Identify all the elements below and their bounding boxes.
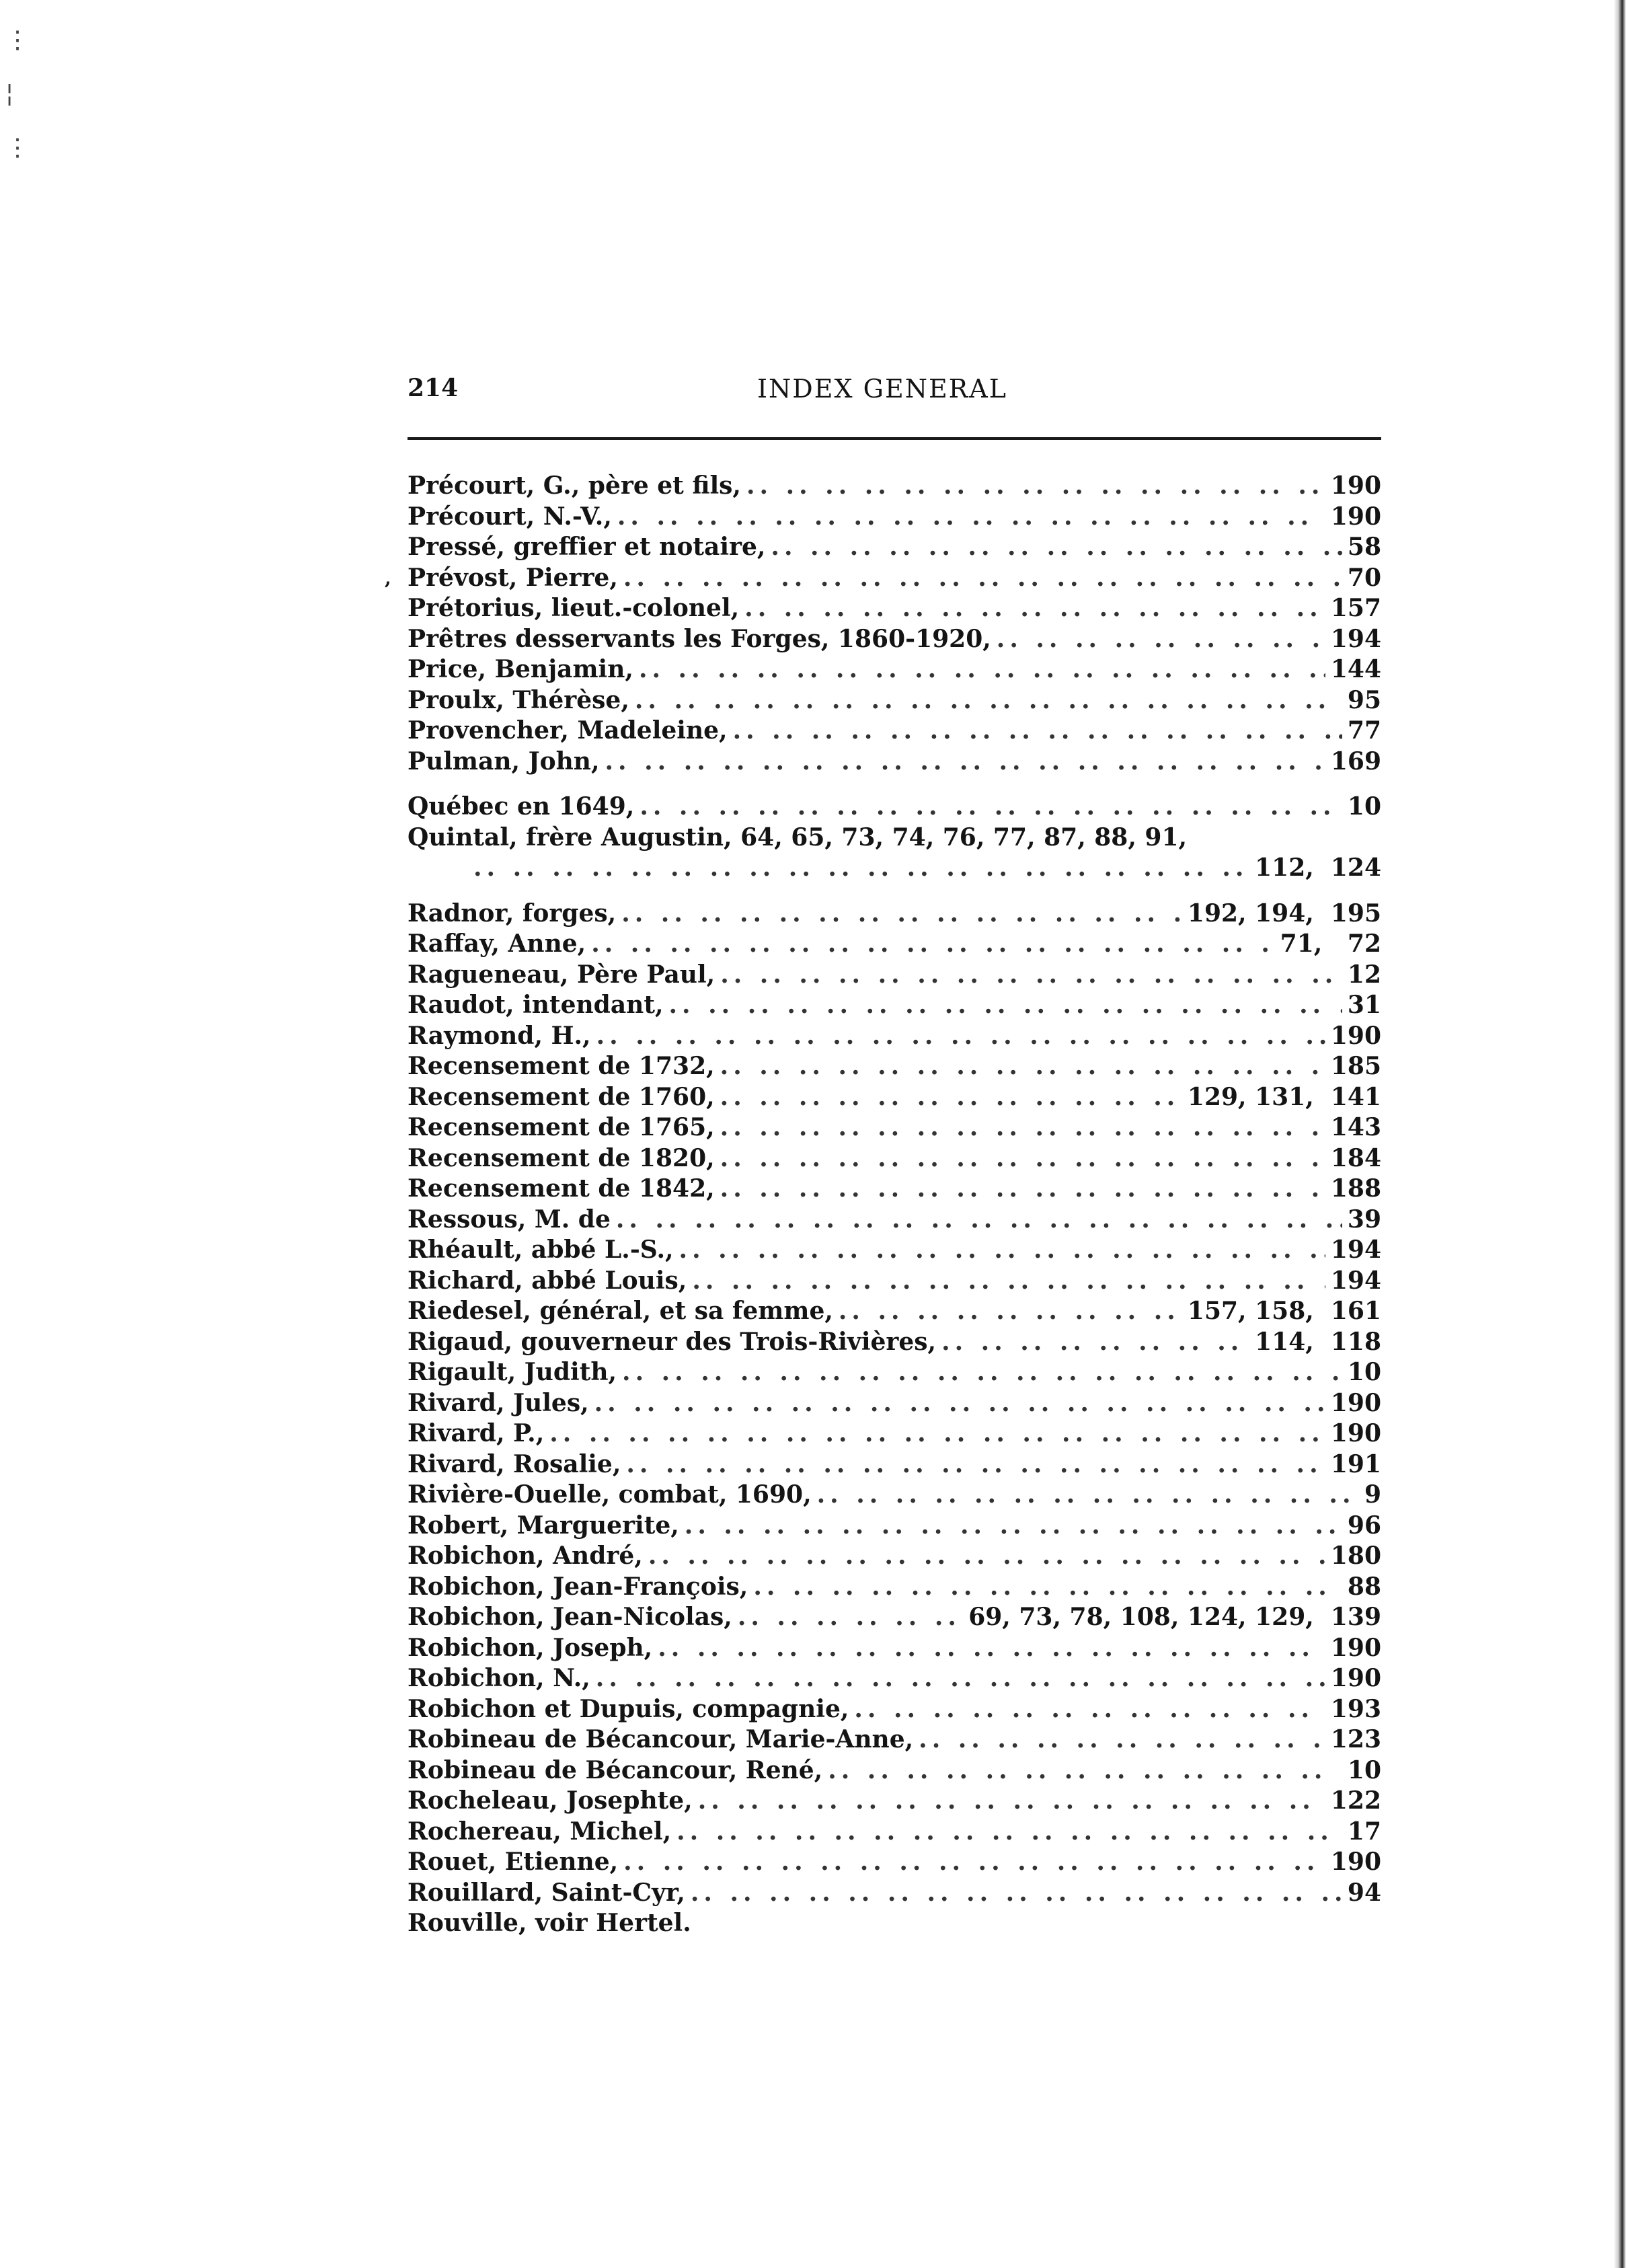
entry-label: Richard, abbé Louis, [408, 1266, 687, 1295]
entry-pages: 96 [1347, 1511, 1381, 1540]
entry-label: Proulx, Thérèse, [408, 685, 629, 714]
dot-leader [617, 502, 1325, 533]
index-entry [408, 1694, 1381, 1725]
dot-leader [733, 716, 1342, 747]
dot-leader [622, 1357, 1342, 1388]
entry-label: Rhéault, abbé L.-S., [408, 1236, 674, 1264]
dot-leader [692, 1266, 1325, 1297]
index-entry [408, 1480, 1381, 1511]
index-entry [408, 1235, 1381, 1266]
dot-leader [685, 1511, 1342, 1542]
entry-pages: 69, 73, 78, 108, 124, 129, 139 [968, 1603, 1381, 1631]
dot-leader [720, 1051, 1325, 1082]
dot-leader [854, 1694, 1325, 1725]
entry-pages: 193 [1330, 1694, 1381, 1723]
index-entry [408, 990, 1381, 1021]
entry-label: Robichon, N., [408, 1664, 590, 1692]
index-entry [408, 1388, 1381, 1419]
entry-label: Robichon, Joseph, [408, 1633, 653, 1662]
dot-leader [639, 654, 1325, 685]
index-entry [408, 1051, 1381, 1082]
index-entry [408, 1878, 1381, 1909]
entry-label: Raudot, intendant, [408, 991, 664, 1019]
entry-pages: 194 [1330, 624, 1381, 653]
dot-leader [623, 563, 1342, 594]
dot-leader [744, 593, 1325, 624]
entry-label: Rochereau, Michel, [408, 1817, 672, 1846]
entry-pages: 39 [1347, 1205, 1381, 1234]
entry-pages: 77 [1347, 716, 1381, 745]
entry-pages: 194 [1330, 1266, 1381, 1295]
dot-leader [616, 1205, 1342, 1236]
index-entry [408, 1541, 1381, 1572]
entry-pages: 180 [1330, 1542, 1381, 1570]
entry-label: Prétorius, lieut.-colonel, [408, 594, 740, 622]
entry-pages: 143 [1330, 1113, 1381, 1141]
dot-leader [720, 1112, 1325, 1143]
index-entry [408, 823, 1381, 854]
entry-label: Recensement de 1842, [408, 1174, 715, 1203]
dot-leader [698, 1786, 1325, 1817]
entry-label: Robichon, Jean-François, [408, 1572, 748, 1601]
entry-label: Pulman, John, [408, 747, 600, 776]
index-entry [408, 1174, 1381, 1205]
index-entry [408, 1082, 1381, 1113]
entry-pages: 10 [1347, 1358, 1381, 1386]
entry-pages: 157, 158, 161 [1187, 1297, 1381, 1325]
dot-leader [596, 1021, 1325, 1052]
index-entry [408, 1511, 1381, 1542]
dot-leader [919, 1725, 1325, 1755]
dot-leader [720, 960, 1342, 991]
index-entry [408, 1021, 1381, 1052]
index-entry [408, 1143, 1381, 1174]
entry-label: Rigault, Judith, [408, 1358, 617, 1386]
entry-label: Robineau de Bécancour, René, [408, 1755, 823, 1784]
index-entry [408, 929, 1381, 960]
dot-leader [817, 1480, 1359, 1511]
entry-pages: 157 [1330, 594, 1381, 622]
dot-leader [839, 1296, 1182, 1327]
index-entry [408, 1847, 1381, 1878]
scan-edge-shadow [1595, 0, 1626, 2268]
entry-label: Radnor, forges, [408, 899, 617, 928]
margin-marks: ⋮ ¦ ⋮ [5, 26, 30, 161]
dot-leader [746, 471, 1325, 502]
entry-label: Rouet, Etienne, [408, 1848, 619, 1876]
entry-pages: 114, 118 [1255, 1327, 1381, 1356]
dot-leader [635, 685, 1342, 716]
section-gap [408, 777, 1381, 792]
entry-pages: 190 [1330, 1848, 1381, 1876]
index-entry [408, 792, 1381, 823]
index-entry [408, 1817, 1381, 1848]
dot-leader [828, 1755, 1342, 1786]
entry-label: Précourt, N.-V., [408, 502, 612, 531]
dot-leader [676, 1817, 1342, 1848]
dot-leader [738, 1602, 963, 1633]
index-entry [408, 1663, 1381, 1694]
index-entry [408, 747, 1381, 778]
index-entry [408, 1725, 1381, 1755]
entry-pages: 94 [1347, 1878, 1381, 1907]
index-entry [408, 654, 1381, 685]
index-list [385, 471, 1381, 1939]
dot-leader [753, 1572, 1342, 1603]
entry-pages: 190 [1330, 471, 1381, 500]
entry-label: Robineau de Bécancour, Marie-Anne, [408, 1725, 914, 1753]
index-entry [408, 1449, 1381, 1480]
index-entry [408, 1786, 1381, 1817]
dot-leader [658, 1633, 1325, 1664]
entry-label: Rigaud, gouverneur des Trois-Rivières, [408, 1327, 937, 1356]
entry-label: Robichon, Jean-Nicolas, [408, 1603, 732, 1631]
entry-pages: 9 [1364, 1480, 1381, 1509]
entry-label: Rivière-Ouelle, combat, 1690, [408, 1480, 812, 1509]
entry-label: Raffay, Anne, [408, 930, 586, 958]
entry-label: Recensement de 1820, [408, 1143, 715, 1172]
entry-pages: 194 [1330, 1236, 1381, 1264]
entry-pages: 190 [1330, 1021, 1381, 1050]
entry-label: Rocheleau, Josephte, [408, 1786, 693, 1815]
entry-label: Provencher, Madeleine, [408, 716, 728, 745]
entry-pages: 191 [1330, 1449, 1381, 1478]
dot-leader [679, 1235, 1325, 1266]
dot-leader [941, 1327, 1249, 1358]
entry-label: Recensement de 1760, [408, 1082, 715, 1111]
entry-pages: 31 [1347, 991, 1381, 1019]
dot-leader [473, 853, 1249, 884]
entry-label: Prévost, Pierre, [408, 563, 618, 592]
index-entry [408, 1419, 1381, 1449]
index-entry-continuation [408, 853, 1381, 884]
index-entry [408, 1327, 1381, 1358]
index-entry [408, 1633, 1381, 1664]
index-entry [408, 1112, 1381, 1143]
entry-pages: 71, 72 [1280, 930, 1381, 958]
entry-pages: 122 [1330, 1786, 1381, 1815]
dot-leader [621, 899, 1182, 930]
entry-label: Riedesel, général, et sa femme, [408, 1297, 833, 1325]
entry-pages: 192, 194, 195 [1187, 899, 1381, 928]
index-entry [408, 716, 1381, 747]
entry-pages: 58 [1347, 533, 1381, 561]
entry-pages: 12 [1347, 960, 1381, 989]
index-entry [408, 471, 1381, 502]
dot-leader [669, 990, 1342, 1021]
index-entry [408, 1602, 1381, 1633]
entry-pages: 129, 131, 141 [1187, 1082, 1381, 1111]
entry-pages: 95 [1347, 685, 1381, 714]
dot-leader [691, 1878, 1342, 1909]
index-entry [408, 502, 1381, 533]
entry-pages: 185 [1330, 1052, 1381, 1080]
entry-label: Précourt, G., père et fils, [408, 471, 741, 500]
entry-pages: 188 [1330, 1174, 1381, 1203]
entry-pages: 190 [1330, 1664, 1381, 1692]
entry-label: Recensement de 1765, [408, 1113, 715, 1141]
dot-leader [623, 1847, 1325, 1878]
index-entry [408, 1205, 1381, 1236]
entry-label: Price, Benjamin, [408, 655, 633, 683]
entry-pages: 10 [1347, 792, 1381, 821]
dot-leader [549, 1419, 1325, 1449]
entry-label: Raymond, H., [408, 1021, 591, 1050]
entry-pages: 169 [1330, 747, 1381, 776]
dot-leader [771, 532, 1342, 563]
entry-label: Québec en 1649, [408, 792, 635, 821]
section-gap [408, 884, 1381, 899]
index-entry [408, 685, 1381, 716]
index-entry [408, 1296, 1381, 1327]
entry-label: Rivard, Rosalie, [408, 1449, 621, 1478]
entry-label: Pressé, greffier et notaire, [408, 533, 766, 561]
page-number: 214 [408, 374, 459, 402]
index-entry [385, 563, 1381, 594]
entry-label: Recensement de 1732, [408, 1052, 715, 1080]
index-entry [408, 1357, 1381, 1388]
margin-mark: , [385, 566, 391, 589]
entry-label: Robert, Marguerite, [408, 1511, 679, 1540]
entry-pages: 112, 124 [1255, 854, 1381, 882]
index-entry [408, 593, 1381, 624]
entry-pages: 70 [1347, 563, 1381, 592]
dot-leader [596, 1663, 1325, 1694]
entry-label: Robichon et Dupuis, compagnie, [408, 1694, 849, 1723]
entry-pages: 10 [1347, 1755, 1381, 1784]
entry-label: Rivard, Jules, [408, 1388, 589, 1417]
entry-pages: 190 [1330, 1388, 1381, 1417]
entry-label: Rouville, voir Hertel. [408, 1909, 691, 1937]
index-entry [408, 899, 1381, 930]
index-entry [408, 960, 1381, 991]
entry-label: Ressous, M. de [408, 1205, 611, 1234]
dot-leader [626, 1449, 1325, 1480]
dot-leader [640, 792, 1342, 823]
index-entry [408, 1572, 1381, 1603]
index-entry [408, 624, 1381, 655]
entry-pages: 190 [1330, 1419, 1381, 1447]
dot-leader [591, 929, 1274, 960]
entry-pages: 17 [1347, 1817, 1381, 1846]
dot-leader [605, 747, 1325, 778]
entry-label: Prêtres desservants les Forges, 1860-1920, [408, 624, 991, 653]
header-rule [408, 437, 1381, 440]
dot-leader [648, 1541, 1325, 1572]
entry-label: Rouillard, Saint-Cyr, [408, 1878, 685, 1907]
entry-label: Robichon, André, [408, 1542, 643, 1570]
index-entry [408, 1755, 1381, 1786]
index-entry [408, 1266, 1381, 1297]
entry-pages: 88 [1347, 1572, 1381, 1601]
index-entry [408, 532, 1381, 563]
entry-label: Rivard, P., [408, 1419, 545, 1447]
entry-label: Quintal, frère Augustin, 64, 65, 73, 74, 76, 77, 87, 88, 91, [408, 823, 1188, 852]
dot-leader [594, 1388, 1325, 1419]
entry-label: Ragueneau, Père Paul, [408, 960, 715, 989]
entry-pages: 184 [1330, 1143, 1381, 1172]
entry-pages: 123 [1330, 1725, 1381, 1753]
dot-leader [720, 1082, 1182, 1113]
dot-leader [720, 1174, 1325, 1205]
entry-pages: 190 [1330, 1633, 1381, 1662]
entry-pages: 190 [1330, 502, 1381, 531]
dot-leader [720, 1143, 1325, 1174]
dot-leader [997, 624, 1325, 655]
running-title: INDEX GENERAL [757, 374, 1007, 404]
entry-pages: 144 [1330, 655, 1381, 683]
index-entry [408, 1908, 1381, 1939]
page-header [408, 374, 1383, 428]
